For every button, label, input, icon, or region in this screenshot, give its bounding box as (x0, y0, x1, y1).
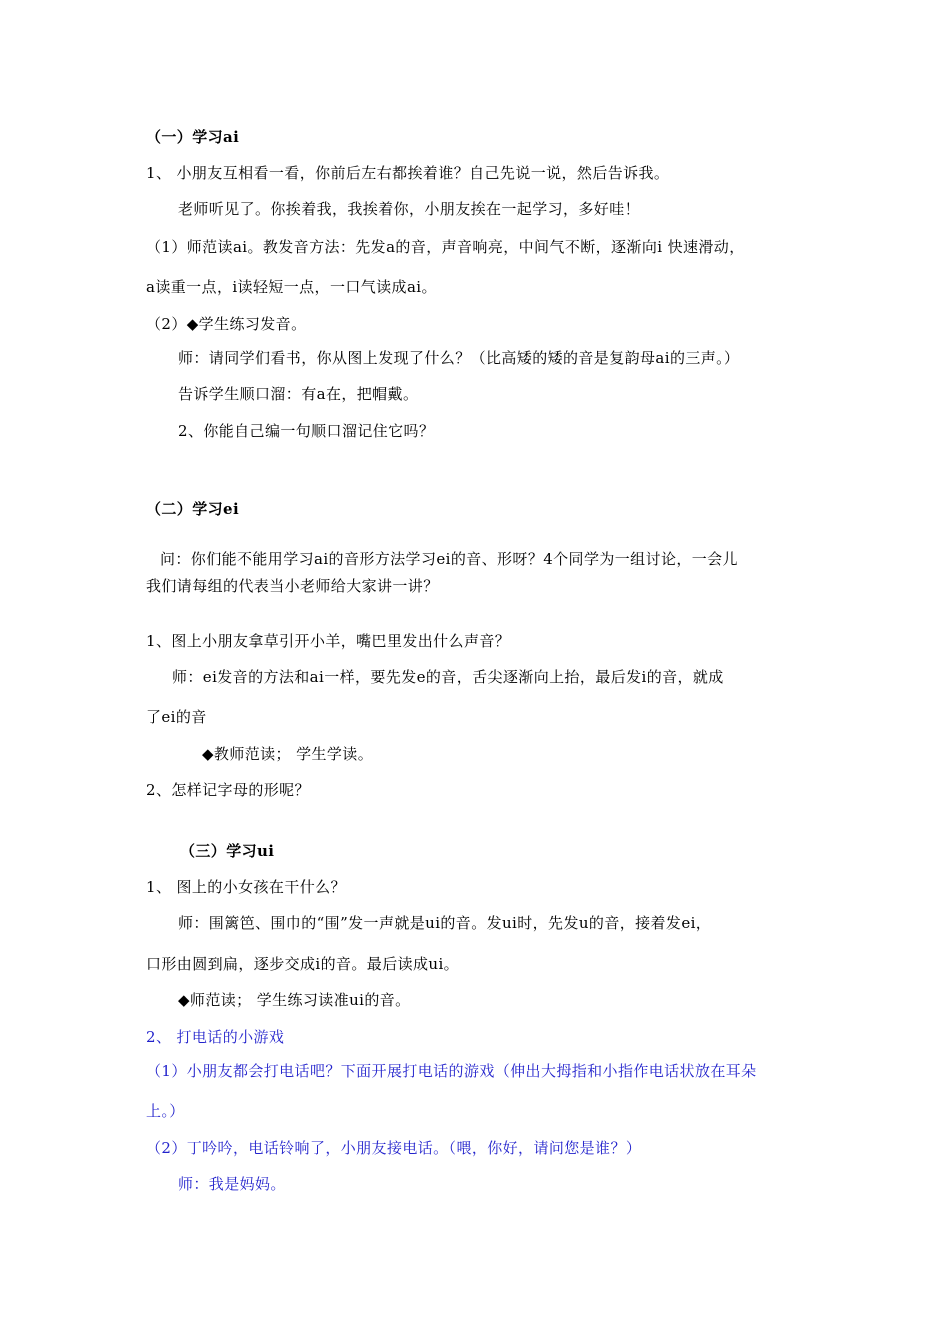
section-heading-ui: （三）学习ui (180, 842, 275, 860)
paragraph-line: 上。） (146, 1102, 185, 1120)
section-heading-ai: （一）学习ai (146, 128, 240, 146)
paragraph-line: 我们请每组的代表当小老师给大家讲一讲？ (146, 577, 439, 595)
paragraph-line: 口形由圆到扁，逐步交成i的音。最后读成ui。 (146, 955, 460, 973)
paragraph-line: a读重一点，i读轻短一点，一口气读成ai。 (146, 278, 437, 296)
paragraph-line: 2、你能自己编一句顺口溜记住它吗？ (178, 422, 435, 440)
paragraph-line: 师：ei发音的方法和ai一样，要先发e的音，舌尖逐渐向上抬，最后发i的音，就成 (172, 668, 724, 686)
paragraph-line: （1）师范读ai。教发音方法：先发a的音，声音响亮，中间气不断，逐渐向i 快速滑动， (146, 238, 745, 256)
paragraph-line: ◆教师范读； 学生学读。 (202, 745, 374, 763)
paragraph-line: 2、怎样记字母的形呢？ (146, 781, 310, 799)
paragraph-line: 老师听见了。你挨着我，我挨着你，小朋友挨在一起学习，多好哇！ (178, 200, 641, 218)
paragraph-line: 师：围篱笆、围巾的“围”发一声就是ui的音。发ui时，先发u的音，接着发ei， (178, 914, 712, 932)
paragraph-line: 1、 图上的小女孩在干什么？ (146, 878, 346, 896)
paragraph-line: 告诉学生顺口溜：有a在，把帽戴。 (178, 385, 419, 403)
paragraph-line: 师：请同学们看书，你从图上发现了什么？（比高矮的矮的音是复韵母ai的三声。） (178, 349, 740, 367)
game-heading: 2、 打电话的小游戏 (146, 1028, 285, 1046)
section-heading-ei: （二）学习ei (146, 500, 240, 518)
paragraph-line: 师：我是妈妈。 (178, 1175, 286, 1193)
paragraph-line: 1、图上小朋友拿草引开小羊，嘴巴里发出什么声音？ (146, 632, 511, 650)
paragraph-line: （2）◆学生练习发音。 (146, 315, 307, 333)
paragraph-line: 1、 小朋友互相看一看，你前后左右都挨着谁？自己先说一说，然后告诉我。 (146, 164, 670, 182)
paragraph-line: ◆师范读； 学生练习读准ui的音。 (178, 991, 411, 1009)
paragraph-line: （2）丁吟吟，电话铃响了，小朋友接电话。（喂，你好，请问您是谁？） (146, 1139, 642, 1157)
paragraph-line: 问：你们能不能用学习ai的音形方法学习ei的音、形呀？4个同学为一组讨论，一会儿 (160, 550, 738, 568)
paragraph-line: 了ei的音 (146, 708, 207, 726)
paragraph-line: （1）小朋友都会打电话吧？下面开展打电话的游戏（伸出大拇指和小指作电话状放在耳朵 (146, 1062, 757, 1080)
